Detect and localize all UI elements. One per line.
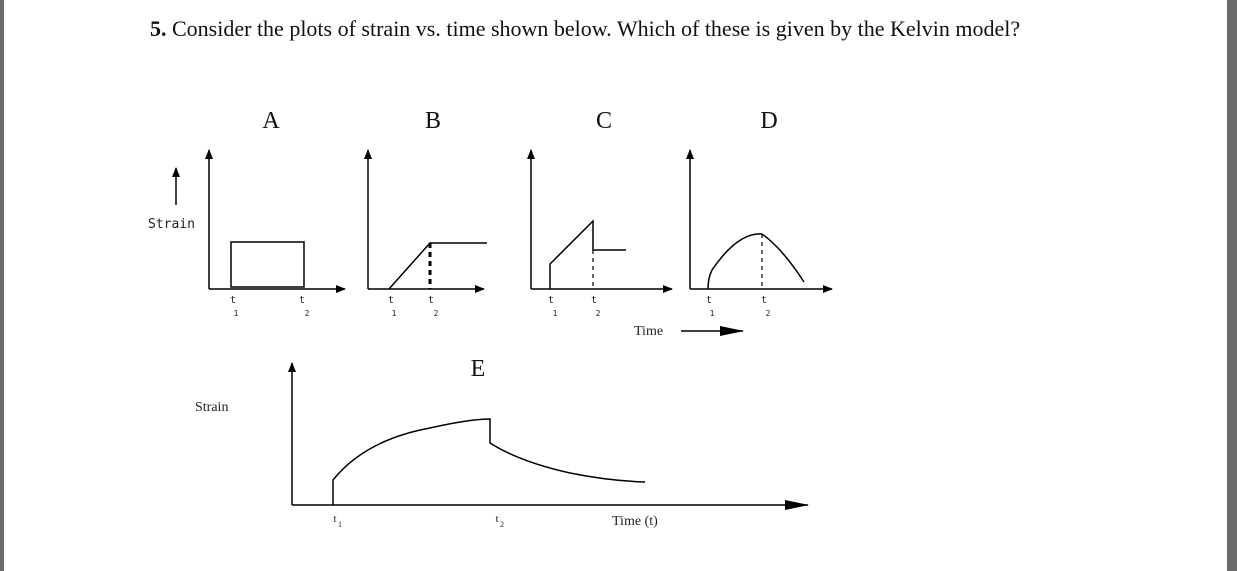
panel-d-t1-label: t: [705, 295, 713, 306]
panel-c-t2-sub: 2: [595, 309, 601, 318]
panel-d-t2-label: t: [760, 295, 768, 306]
panel-b-t1-sub: 1: [391, 309, 397, 318]
panel-a-t1-sub: 1: [233, 309, 239, 318]
panel-c-t2-label: t: [590, 295, 598, 306]
panel-d-t2-sub: 2: [765, 309, 771, 318]
question-body: Consider the plots of strain vs. time shown below. Which of these is given by the Kelvin model?: [172, 16, 1021, 41]
panel-c-label: C: [595, 108, 613, 134]
panel-b-label: B: [424, 108, 442, 134]
panel-a-label: A: [262, 108, 280, 134]
panel-d-plot: [690, 150, 832, 289]
panel-c-plot: [531, 150, 672, 289]
panel-d-t1-sub: 1: [709, 309, 715, 318]
panel-b-t2-sub: 2: [433, 309, 439, 318]
panel-d-curve: [708, 234, 804, 289]
top-strain-label: Strain: [148, 217, 195, 232]
question-number: 5.: [150, 16, 167, 41]
panel-a-t2-label: t: [298, 295, 306, 306]
panel-e-plot: [292, 363, 808, 505]
panel-a-curve: [231, 242, 304, 287]
panel-e-time-label: Time (t): [612, 514, 658, 529]
top-time-label: Time: [634, 324, 664, 339]
panel-c-t1-sub: 1: [552, 309, 558, 318]
panel-e-t1-sub: 1: [338, 520, 342, 529]
panel-e-label: E: [470, 356, 486, 382]
panel-c-curve: [550, 221, 626, 289]
panel-e-t2-label: t: [495, 513, 499, 525]
panel-e-t2-sub: 2: [500, 520, 504, 529]
panel-e-curve: [333, 419, 645, 505]
panel-e-t1-label: t: [333, 513, 337, 525]
panel-b-t1-label: t: [387, 295, 395, 306]
panel-b-curve: [389, 243, 487, 289]
panel-c-t1-label: t: [547, 295, 555, 306]
panel-a-t1-label: t: [229, 295, 237, 306]
panel-d-label: D: [760, 108, 778, 134]
panel-e-strain-label: Strain: [195, 400, 229, 415]
panel-a-plot: [209, 150, 345, 289]
panel-b-t2-label: t: [427, 295, 435, 306]
panel-b-plot: [368, 150, 487, 289]
panel-a-t2-sub: 2: [304, 309, 310, 318]
